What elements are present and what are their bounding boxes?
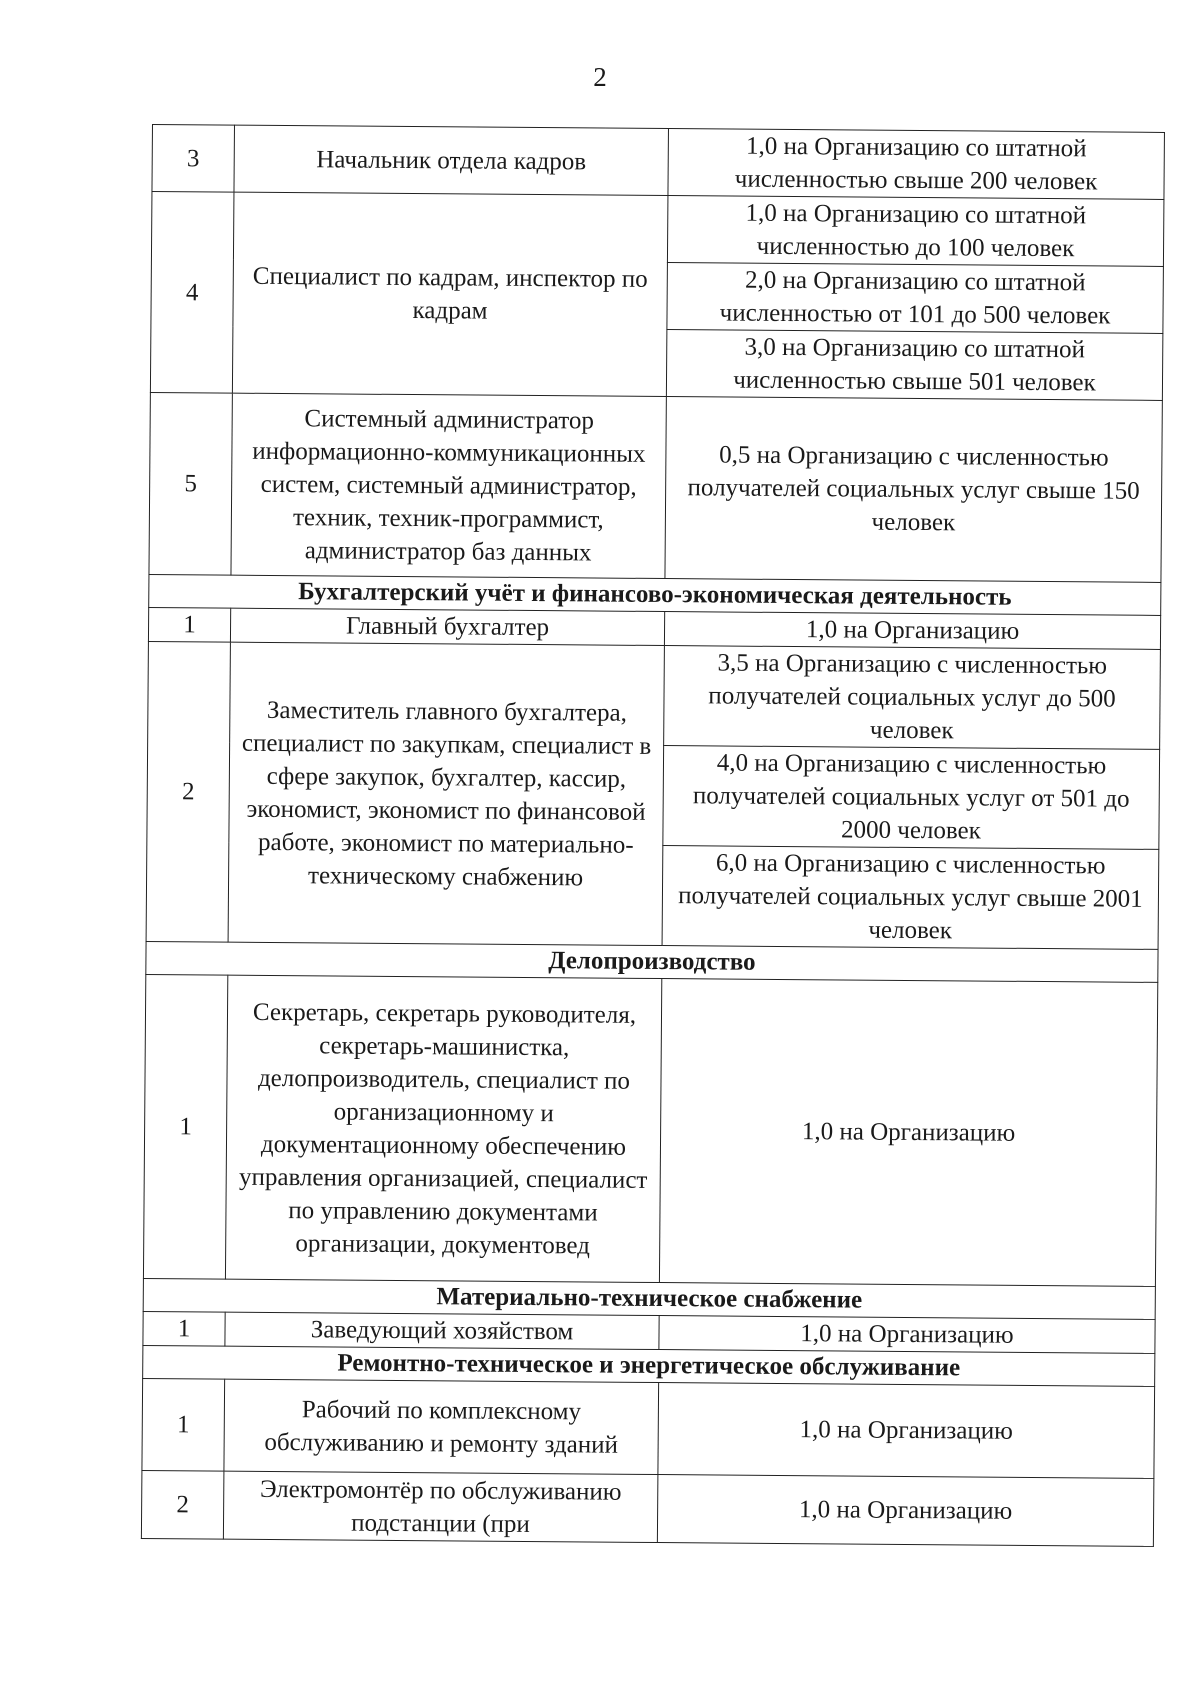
table-row — [148, 641, 1161, 749]
row-number: 2 — [146, 641, 230, 942]
norm-cell: 1,0 на Организацию — [658, 1383, 1155, 1479]
table-row — [152, 125, 1164, 200]
position-cell: Заведующий хозяйством — [225, 1312, 659, 1349]
norm-cell: 0,5 на Организацию с численностью получателей социальных услуг свыше 150 человек — [665, 397, 1162, 583]
table-row — [142, 1378, 1155, 1478]
table-row — [141, 1470, 1154, 1546]
row-number: 4 — [150, 192, 234, 394]
norm-cell: 1,0 на Организацию со штатной численностью до 100 человек — [667, 196, 1164, 267]
table-row — [149, 392, 1162, 582]
norm-cell: 3,0 на Организацию со штатной численностью свыше 501 человек — [666, 330, 1163, 401]
norm-cell: 1,0 на Организацию — [659, 979, 1157, 1287]
norm-cell: 4,0 на Организацию с численностью получателей социальных услуг от 501 до 2000 человек — [663, 746, 1160, 850]
row-number: 2 — [141, 1470, 224, 1539]
section-title: Делопроизводство — [146, 941, 1158, 982]
norm-cell: 1,0 на Организацию со штатной численностью свыше 200 человек — [668, 129, 1165, 200]
norm-cell: 1,0 на Организацию — [664, 612, 1160, 650]
row-number: 1 — [143, 1311, 225, 1346]
norm-cell: 1,0 на Организацию — [659, 1316, 1155, 1354]
position-cell: Специалист по кадрам, инспектор по кадрам — [232, 192, 668, 396]
position-cell: Электромонтёр по обслуживанию подстанции (при — [223, 1471, 658, 1542]
staffing-norms-table — [141, 124, 1165, 1547]
position-cell: Начальник отдела кадров — [234, 125, 669, 195]
row-number: 5 — [149, 392, 232, 575]
norm-cell: 2,0 на Организацию со штатной численностью от 101 до 500 человек — [667, 263, 1164, 334]
table-row — [143, 974, 1157, 1286]
page-number: 2 — [593, 62, 607, 92]
position-cell: Секретарь, секретарь руководителя, секретарь-машинистка, делопроизводитель, специалист по организационному и документационному обеспечению управления организацией, специалист по управлению документами организации, документовед — [225, 975, 661, 1282]
row-number: 1 — [143, 974, 227, 1279]
norm-cell: 1,0 на Организацию — [657, 1475, 1154, 1547]
norm-cell: 3,5 на Организацию с численностью получателей социальных услуг до 500 человек — [664, 646, 1161, 750]
position-cell: Системный администратор информационно-коммуникационных систем, системный администратор, техник, техник-программист, администратор баз данных — [231, 393, 666, 578]
position-cell: Главный бухгалтер — [230, 608, 664, 645]
table-row — [151, 192, 1163, 267]
norm-cell: 6,0 на Организацию с численностью получателей социальных услуг свыше 2001 человек — [662, 846, 1159, 950]
position-cell: Заместитель главного бухгалтера, специалист по закупкам, специалист в сфере закупок, бухгалтер, кассир, экономист, экономист по финансовой работе, экономист по материально-техническому снабжению — [228, 642, 664, 945]
row-number: 3 — [152, 125, 235, 193]
section-title: Материально-техническое снабжение — [143, 1278, 1155, 1319]
section-title: Ремонтно-техническое и энергетическое обслуживание — [143, 1345, 1155, 1386]
row-number: 1 — [148, 607, 230, 642]
section-title: Бухгалтерский учёт и финансово-экономическая деятельность — [149, 574, 1161, 615]
position-cell: Рабочий по комплексному обслуживанию и ремонту зданий — [224, 1379, 659, 1474]
row-number: 1 — [142, 1378, 225, 1471]
